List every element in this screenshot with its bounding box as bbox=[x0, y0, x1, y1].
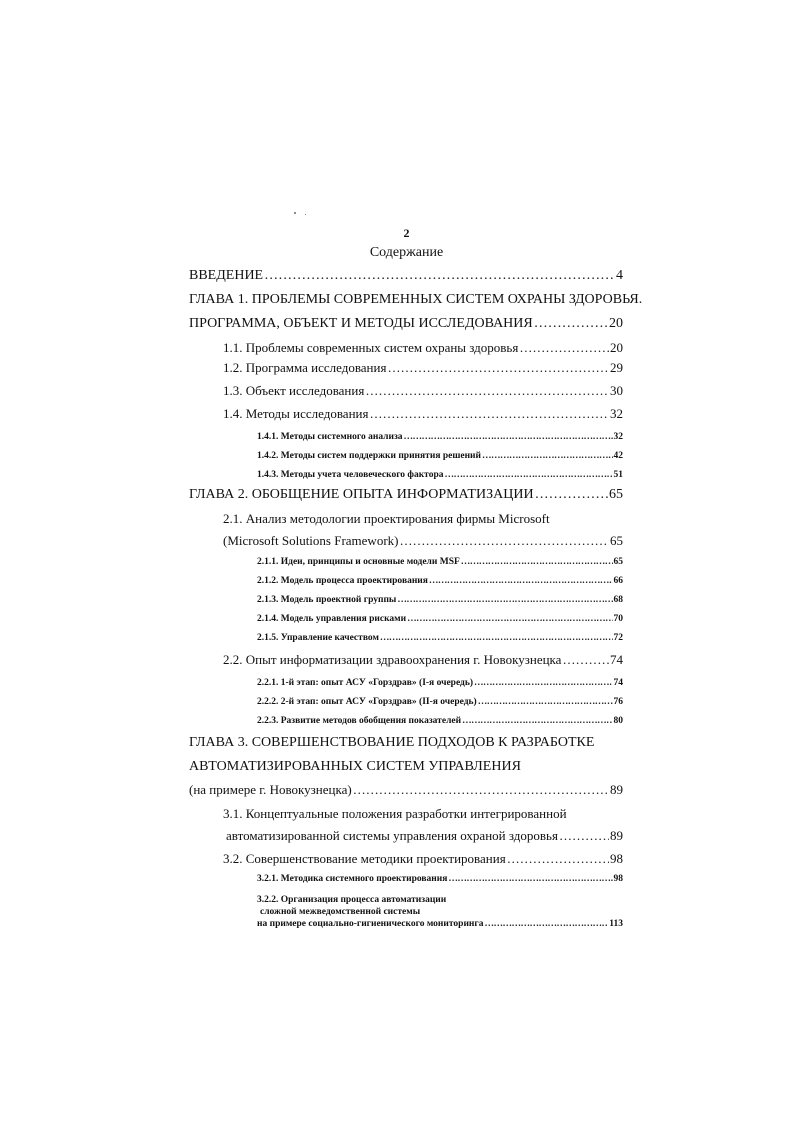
toc-entry-text: 2.2.1. 1-й этап: опыт АСУ «Горздрав» (I-я очередь) bbox=[257, 678, 474, 688]
dot-leader bbox=[397, 595, 612, 605]
toc-entry-page: 32 bbox=[610, 406, 623, 421]
toc-entry-1-1 bbox=[223, 340, 623, 356]
toc-entry-text: на примере социально-гигиенического мониторинга bbox=[257, 919, 484, 929]
toc-entry-2-1-3 bbox=[257, 595, 623, 605]
toc-entry-text: 3.2.1. Методика системного проектирования bbox=[257, 874, 448, 884]
toc-entry-3-2-2 bbox=[257, 919, 623, 929]
toc-entry-page: 76 bbox=[613, 697, 623, 707]
toc-entry-text: 1.4.3. Методы учета человеческого фактора bbox=[257, 470, 444, 480]
toc-entry-2-2 bbox=[223, 652, 623, 668]
toc-entry-1-4-1 bbox=[257, 432, 623, 442]
toc-entry-2-2-2 bbox=[257, 697, 623, 707]
dot-leader bbox=[562, 652, 609, 668]
toc-entry-text: (на примере г. Новокузнецка) bbox=[189, 782, 352, 797]
dot-leader bbox=[365, 383, 609, 399]
dot-leader bbox=[519, 340, 609, 356]
page-number: 2 bbox=[403, 226, 410, 240]
toc-entry-text: ВВЕДЕНИЕ bbox=[189, 268, 264, 283]
toc-entry-chapter-2 bbox=[189, 487, 623, 503]
toc-entry-text: 2.1.1. Идеи, принципы и основные модели MSF bbox=[257, 557, 460, 567]
toc-entry-text: 3.2. Совершенствование методики проектирования bbox=[223, 851, 506, 866]
dot-leader bbox=[461, 557, 613, 567]
toc-entry-text: 2.1.5. Управление качеством bbox=[257, 633, 379, 643]
toc-entry-text: 1.4.2. Методы систем поддержки принятия решений bbox=[257, 451, 481, 461]
toc-entry-page: 98 bbox=[610, 851, 623, 866]
toc-entry-2-1-4 bbox=[257, 614, 623, 624]
dot-leader bbox=[484, 919, 608, 929]
toc-entry-2-1-2 bbox=[257, 576, 623, 586]
toc-entry-page: 29 bbox=[610, 360, 623, 375]
scan-speck bbox=[294, 212, 296, 214]
toc-entry-page: 89 bbox=[610, 782, 623, 797]
toc-entry-text: 2.2.2. 2-й этап: опыт АСУ «Горздрав» (II-я очередь) bbox=[257, 697, 477, 707]
toc-entry-page: 65 bbox=[610, 533, 623, 548]
dot-leader bbox=[462, 716, 612, 726]
toc-entry-text: 2.2.3. Развитие методов обобщения показателей bbox=[257, 716, 462, 726]
toc-entry-chapter-1-line-1: ГЛАВА 1. ПРОБЛЕМЫ СОВРЕМЕННЫХ СИСТЕМ ОХРАНЫ ЗДОРОВЬЯ. bbox=[189, 292, 643, 307]
scan-speck bbox=[305, 214, 306, 215]
toc-entry-text: 2.1.2. Модель процесса проектирования bbox=[257, 576, 428, 586]
dot-leader bbox=[535, 487, 608, 503]
toc-entry-page: 20 bbox=[609, 316, 623, 331]
toc-entry-3-2-1 bbox=[257, 874, 623, 884]
dot-leader bbox=[399, 533, 609, 549]
toc-entry-3-1-line-1: 3.1. Концептуальные положения разработки интегрированной bbox=[223, 806, 567, 821]
toc-entry-text: ПРОГРАММА, ОБЪЕКТ И МЕТОДЫ ИССЛЕДОВАНИЯ bbox=[189, 316, 533, 331]
toc-entry-page: 89 bbox=[610, 828, 623, 843]
toc-entry-text: автоматизированной системы управления охраной здоровья bbox=[226, 828, 558, 843]
toc-entry-page: 65 bbox=[613, 557, 623, 567]
toc-entry-text: 1.4.1. Методы системного анализа bbox=[257, 432, 403, 442]
toc-entry-3-2-2-line-1: 3.2.2. Организация процесса автоматизации bbox=[257, 895, 447, 905]
toc-entry-text: ГЛАВА 2. ОБОБЩЕНИЕ ОПЫТА ИНФОРМАТИЗАЦИИ bbox=[189, 487, 534, 502]
toc-entry-page: 66 bbox=[613, 576, 623, 586]
dot-leader bbox=[534, 316, 608, 332]
toc-entry-text: 1.1. Проблемы современных систем охраны здоровья bbox=[223, 340, 519, 355]
dot-leader bbox=[404, 432, 613, 442]
toc-entry-chapter-3-line-2: АВТОМАТИЗИРОВАННЫХ СИСТЕМ УПРАВЛЕНИЯ bbox=[189, 759, 521, 774]
dot-leader bbox=[448, 874, 612, 884]
toc-entry-2-2-1 bbox=[257, 678, 623, 688]
toc-entry-page: 51 bbox=[613, 470, 623, 480]
toc-entry-page: 70 bbox=[613, 614, 623, 624]
toc-entry-text: 1.4. Методы исследования bbox=[223, 406, 369, 421]
toc-entry-page: 72 bbox=[613, 633, 623, 643]
dot-leader bbox=[478, 697, 613, 707]
dot-leader bbox=[387, 360, 609, 376]
toc-entry-1-3 bbox=[223, 383, 623, 399]
toc-entry-chapter-3 bbox=[189, 782, 623, 798]
toc-entry-introduction bbox=[189, 268, 623, 284]
dot-leader bbox=[264, 268, 615, 284]
toc-entry-3-2 bbox=[223, 851, 623, 867]
toc-entry-text: 1.2. Программа исследования bbox=[223, 360, 387, 375]
toc-entry-page: 74 bbox=[613, 678, 623, 688]
dot-leader bbox=[507, 851, 609, 867]
dot-leader bbox=[353, 782, 609, 798]
toc-entry-1-2 bbox=[223, 360, 623, 376]
toc-entry-2-1 bbox=[223, 533, 623, 549]
dot-leader bbox=[482, 451, 613, 461]
toc-entry-chapter-3-line-1: ГЛАВА 3. СОВЕРШЕНСТВОВАНИЕ ПОДХОДОВ К РАЗРАБОТКЕ bbox=[189, 735, 595, 750]
toc-entry-chapter-1 bbox=[189, 316, 623, 332]
toc-entry-page: 32 bbox=[613, 432, 623, 442]
dot-leader bbox=[429, 576, 613, 586]
dot-leader bbox=[559, 828, 609, 844]
toc-entry-page: 113 bbox=[609, 919, 623, 929]
toc-entry-3-1 bbox=[226, 828, 623, 844]
toc-entry-text: 2.1.4. Модель управления рисками bbox=[257, 614, 407, 624]
toc-entry-1-4 bbox=[223, 406, 623, 422]
dot-leader bbox=[407, 614, 612, 624]
dot-leader bbox=[369, 406, 609, 422]
toc-entry-3-2-2-line-2: сложной межведомственной системы bbox=[260, 907, 421, 917]
toc-entry-1-4-3 bbox=[257, 470, 623, 480]
toc-entry-page: 98 bbox=[613, 874, 623, 884]
toc-entry-text: 2.2. Опыт информатизации здравоохранения г. Новокузнецка bbox=[223, 652, 562, 667]
toc-entry-page: 74 bbox=[610, 652, 623, 667]
toc-entry-page: 30 bbox=[610, 383, 623, 398]
toc-entry-2-2-3 bbox=[257, 716, 623, 726]
toc-entry-2-1-line-1: 2.1. Анализ методологии проектирования фирмы Microsoft bbox=[223, 511, 550, 526]
toc-entry-page: 80 bbox=[613, 716, 623, 726]
dot-leader bbox=[380, 633, 613, 643]
toc-entry-2-1-1 bbox=[257, 557, 623, 567]
toc-entry-text: 1.3. Объект исследования bbox=[223, 383, 365, 398]
toc-entry-page: 65 bbox=[609, 487, 623, 502]
toc-entry-text: 2.1.3. Модель проектной группы bbox=[257, 595, 397, 605]
toc-entry-2-1-5 bbox=[257, 633, 623, 643]
toc-entry-page: 20 bbox=[610, 340, 623, 355]
toc-entry-page: 4 bbox=[616, 268, 623, 283]
toc-entry-text: (Microsoft Solutions Framework) bbox=[223, 533, 399, 548]
dot-leader bbox=[474, 678, 612, 688]
toc-entry-1-4-2 bbox=[257, 451, 623, 461]
toc-entry-page: 42 bbox=[613, 451, 623, 461]
toc-entry-page: 68 bbox=[613, 595, 623, 605]
dot-leader bbox=[445, 470, 613, 480]
toc-title: Содержание bbox=[369, 245, 444, 260]
